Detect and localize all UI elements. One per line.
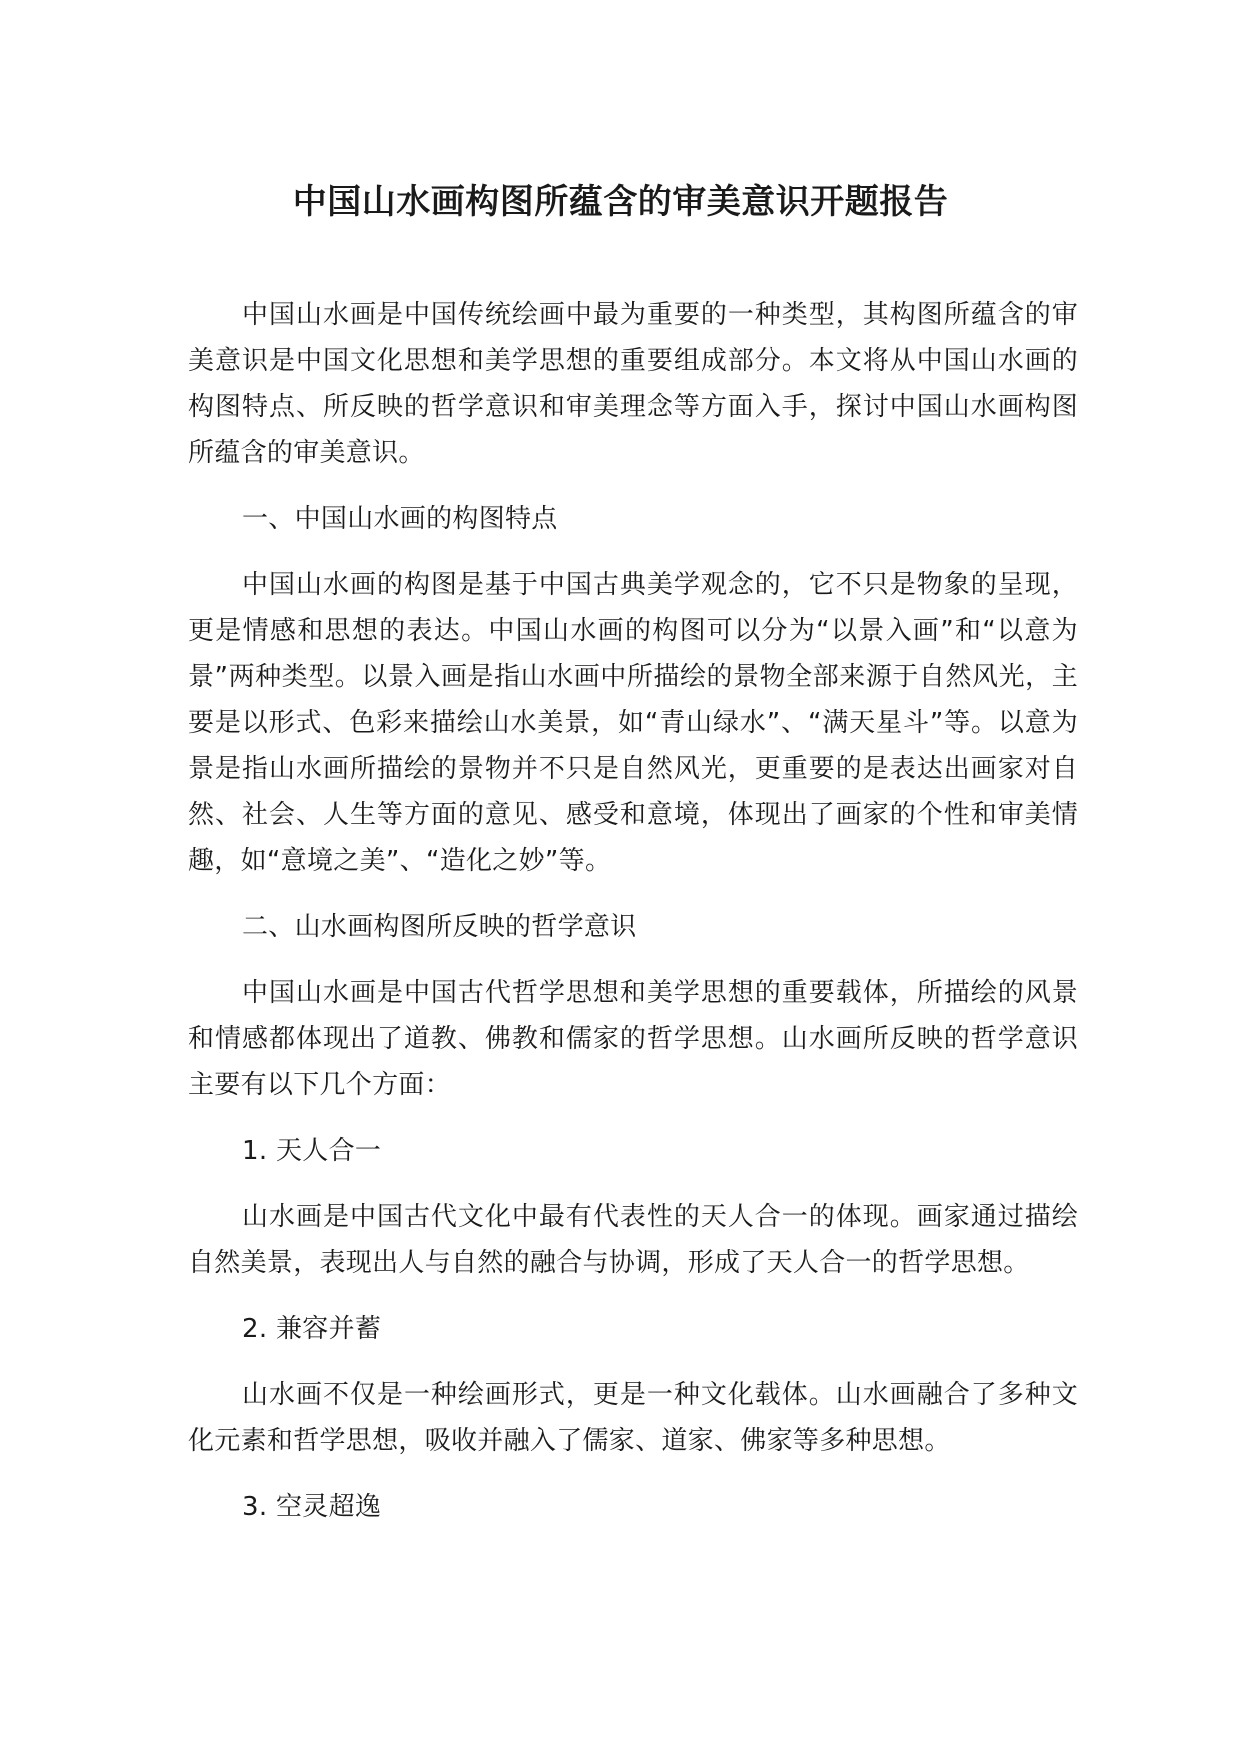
section-heading-1: 一、中国山水画的构图特点 bbox=[242, 504, 558, 534]
subheading-3: 3. 空灵超逸 bbox=[242, 1492, 382, 1522]
intro-paragraph: 中国山水画是中国传统绘画中最为重要的一种类型，其构图所蕴含的审美意识是中国文化思想和美学思想的重要组成部分。本文将从中国山水画的构图特点、所反映的哲学意识和审美理念等方面入手，探讨中国山水画构图所蕴含的审美意识。 bbox=[188, 300, 1078, 468]
section-1-paragraph: 中国山水画的构图是基于中国古典美学观念的，它不只是物象的呈现，更是情感和思想的表达。中国山水画的构图可以分为“以景入画”和“以意为景”两种类型。以景入画是指山水画中所描绘的景物全部来源于自然风光，主要是以形式、色彩来描绘山水美景，如“青山绿水”、“满天星斗”等。以意为景是指山水画所描绘的景物并不只是自然风光，更重要的是表达出画家对自然、社会、人生等方面的意见、感受和意境，体现出了画家的个性和审美情趣，如“意境之美”、“造化之妙”等。 bbox=[188, 570, 1078, 876]
section-2-paragraph: 中国山水画是中国古代哲学思想和美学思想的重要载体，所描绘的风景和情感都体现出了道教、佛教和儒家的哲学思想。山水画所反映的哲学意识主要有以下几个方面： bbox=[188, 978, 1078, 1100]
subheading-1: 1. 天人合一 bbox=[242, 1136, 382, 1166]
document-title: 中国山水画构图所蕴含的审美意识开题报告 bbox=[292, 182, 949, 222]
section-heading-2: 二、山水画构图所反映的哲学意识 bbox=[242, 912, 637, 942]
document-body bbox=[188, 292, 1078, 1550]
subheading-1-paragraph: 山水画是中国古代文化中最有代表性的天人合一的体现。画家通过描绘自然美景，表现出人与自然的融合与协调，形成了天人合一的哲学思想。 bbox=[188, 1202, 1078, 1278]
subheading-2: 2. 兼容并蓄 bbox=[242, 1314, 382, 1344]
subheading-2-paragraph: 山水画不仅是一种绘画形式，更是一种文化载体。山水画融合了多种文化元素和哲学思想，吸收并融入了儒家、道家、佛家等多种思想。 bbox=[188, 1380, 1078, 1456]
